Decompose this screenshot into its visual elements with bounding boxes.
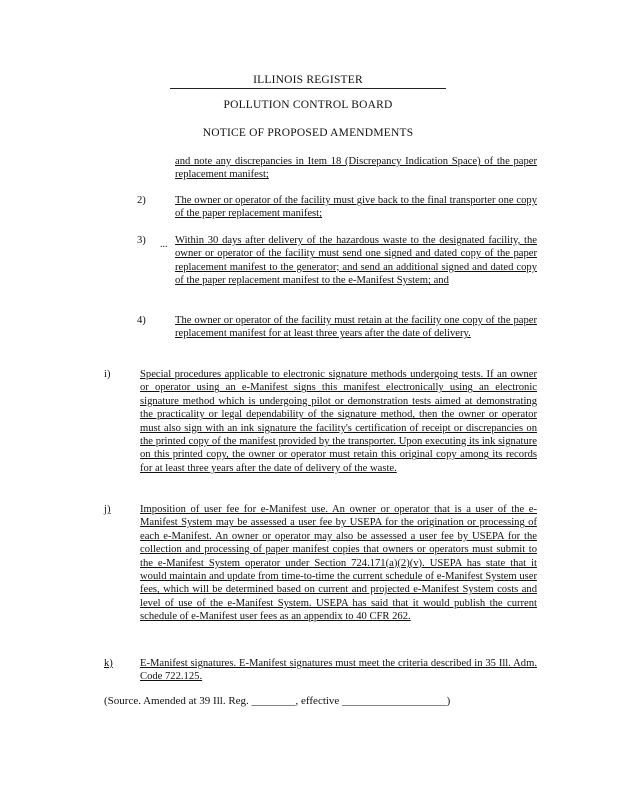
item-2-number: 2) [137, 195, 146, 206]
continuation-paragraph: and note any discrepancies in Item 18 (Discrepancy Indication Space) of the paper replacement manifest; [175, 156, 537, 181]
register-header: ILLINOIS REGISTER [170, 73, 446, 89]
section-i-number: i) [104, 369, 111, 380]
section-k-number: k) [104, 658, 113, 669]
item-2-text: The owner or operator of the facility must give back to the final transporter one copy of the paper replacement manifest; [175, 195, 537, 220]
item-4-text: The owner or operator of the facility must retain at the facility one copy of the paper replacement manifest for at least three years after the date of delivery. [175, 315, 537, 340]
item-3-mark: ... [160, 239, 168, 250]
source-note: (Source. Amended at 39 Ill. Reg. ________, effective ___________________) [104, 695, 451, 707]
item-3-number: 3) [137, 235, 146, 246]
section-j-text: Imposition of user fee for e-Manifest use. An owner or operator that is a user of the e-Manifest System may be assessed a user fee by USEPA for the origination or processing of each e-Manifest. An owner or operator may also be assessed a user fee by USEPA for the collection and processing of paper manifest copies that owners or operators must submit to the e-Manifest System operator under Section 724.171(a)(2)(v). USEPA has state that it would maintain and update from time-to-time the current schedule of e-Manifest System user fees, which will be determined based on current and projected e-Manifest System costs and level of use of the e-Manifest System. USEPA has said that it would publish the current schedule of e-Manifest user fees as an appendix to 40 CFR 262. [140, 504, 537, 623]
notice-header: NOTICE OF PROPOSED AMENDMENTS [202, 127, 414, 139]
section-j-number: j) [104, 504, 111, 515]
board-header: POLLUTION CONTROL BOARD [223, 99, 393, 111]
item-4-number: 4) [137, 315, 146, 326]
section-i-text: Special procedures applicable to electronic signature methods undergoing tests. If an owner or operator using an e-Manifest signs this manifest electronically using an electronic signature method which is undergoing pilot or demonstration tests aimed at demonstrating the practicality or legal dependability of the signature method, then the owner or operator must also sign with an ink signature the facility's certification of receipt or discrepancies on the printed copy of the manifest provided by the transporter. Upon executing its ink signature on this printed copy, the owner or operator must retain this original copy among its records for at least three years after the date of delivery of the waste. [140, 369, 537, 474]
section-k-text: E-Manifest signatures. E-Manifest signatures must meet the criteria described in 35 Ill. Adm. Code 722.125. [140, 658, 537, 683]
item-3-text: Within 30 days after delivery of the hazardous waste to the designated facility, the owner or operator of the facility must send one signed and dated copy of the paper replacement manifest to the generator; and send an additional signed and dated copy of the paper replacement manifest to the e-Manifest System; and [175, 235, 537, 287]
